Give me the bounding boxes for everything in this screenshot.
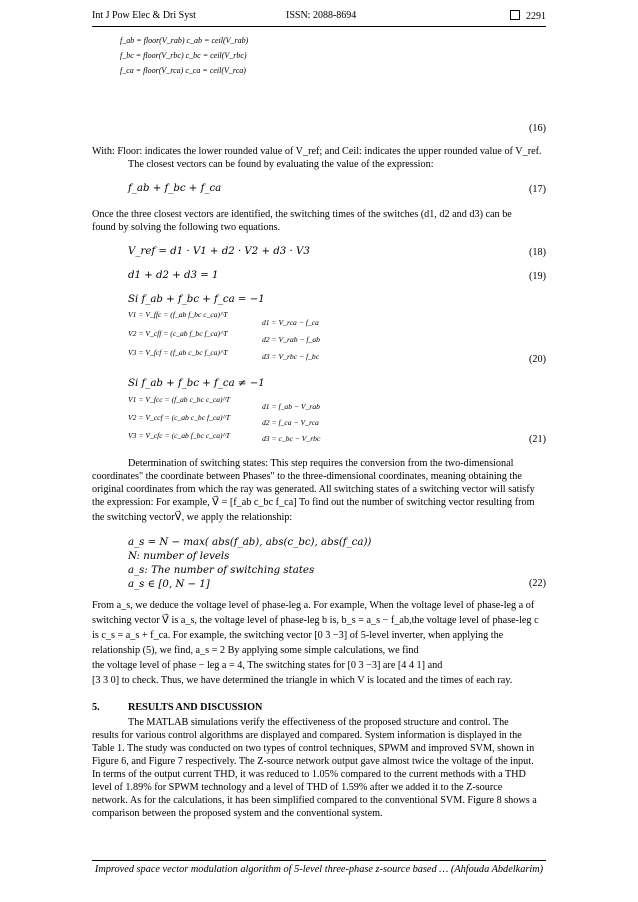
text-line: is c_s = a_s + f_ca. For example, the switching vector [0 3 −3] of 5-level inverter, when applying the — [92, 630, 504, 641]
closest-text: The closest vectors can be found by evaluating the value of the expression: — [128, 159, 434, 170]
text-line: From a_s, we deduce the voltage level of phase-leg a. For example, When the voltage level of phase-leg a of — [92, 600, 535, 611]
eq21-d1: d1 = f_ab − V_rab — [262, 402, 320, 411]
eq21-v3: V3 = V_cfc = (c_ab f_bc c_ca)^T — [128, 431, 231, 440]
eq20-v1: V1 = V_ffc = (f_ab f_bc c_ca)^T — [128, 310, 228, 319]
eq22-line-3: a_s: The number of switching states — [128, 565, 315, 576]
eq20-v2: V2 = V_cff = (c_ab f_bc f_ca)^T — [128, 329, 228, 338]
text-line: In terms of the output current THD, it was reduced to 1.05% compared to the current methods with a THD — [92, 769, 526, 780]
floor-ceil-text: With: Floor: indicates the lower rounded value of V_ref; and Ceil: indicates the upper rounded value of V_ref. — [92, 146, 542, 157]
eq19-number: (19) — [529, 271, 546, 282]
three-vectors-text-2: found by solving the following two equations. — [92, 222, 281, 233]
text-line: relationship (5), we find, a_s = 2 By applying some simple calculations, we find — [92, 645, 419, 656]
text-line: The MATLAB simulations verify the effectiveness of the proposed structure and control. The — [128, 717, 509, 728]
eq16-row-1: f_ab = floor(V_rab) c_ab = ceil(V_rab) — [120, 36, 249, 45]
text-line: switching vector V⃗ is a_s, the voltage level of phase-leg b is, b_s = a_s − f_ab,the voltage level of phase-leg c — [92, 615, 539, 626]
text-line: Table 1. The study was conducted on two types of control techniques, SPWM and improved SVM, shown in — [92, 743, 535, 754]
three-vectors-text-1: Once the three closest vectors are identified, the switching times of the switches (d1, d2 and d3) can be — [92, 209, 512, 220]
eq20-d1: d1 = V_rca − f_ca — [262, 318, 319, 327]
eq22-line-2: N: number of levels — [128, 551, 230, 562]
footer-rule — [92, 860, 546, 861]
eq20-d2: d2 = V_rab − f_ab — [262, 335, 320, 344]
eq22-line-1: a_s = N − max( abs(f_ab), abs(c_bc), abs(f_ca)) — [128, 537, 372, 548]
eq21-v2: V2 = V_ccf = (c_ab c_bc f_ca)^T — [128, 413, 231, 422]
text-line: the switching vectorV⃗, we apply the relationship: — [92, 512, 293, 523]
journal-name: Int J Pow Elec & Dri Syst — [92, 10, 196, 21]
eq18-expr: V_ref = d1 · V1 + d2 · V2 + d3 · V3 — [128, 246, 310, 257]
eq20-number: (20) — [529, 354, 546, 365]
text-line: comparison between the proposed system and the conventional system. — [92, 808, 383, 819]
eq21-d3: d3 = c_bc − V_rbc — [262, 434, 321, 443]
section-title: RESULTS AND DISCUSSION — [128, 702, 263, 713]
eq21-d2: d2 = f_ca − V_rca — [262, 418, 319, 427]
eq20-v3: V3 = V_fcf = (f_ab c_bc f_ca)^T — [128, 348, 228, 357]
eq17-expr: f_ab + f_bc + f_ca — [128, 183, 222, 194]
text-line: the expression: For example, V⃗ = [f_ab c_bc f_ca] To find out the number of switching vector resulting from — [92, 497, 535, 508]
text-line: results for various control algorithms are displayed and compared. System information is displayed in the — [92, 730, 522, 741]
eq16-row-3: f_ca = floor(V_rca) c_ca = ceil(V_rca) — [120, 66, 246, 75]
text-line: [3 3 0] to check. Thus, we have determined the triangle in which V is located and the times of each ray. — [92, 675, 513, 686]
issn: ISSN: 2088-8694 — [286, 10, 357, 21]
text-line: the voltage level of phase − leg a = 4, The switching states for [0 3 −3] are [4 4 1] and — [92, 660, 443, 671]
eq21-condition: Si f_ab + f_bc + f_ca ≠ −1 — [128, 378, 265, 389]
eq16-row-2: f_bc = floor(V_rbc) c_bc = ceil(V_rbc) — [120, 51, 247, 60]
eq20-d3: d3 = V_rbc − f_bc — [262, 352, 320, 361]
text-line: Figure 6, and Figure 7 respectively. The Z-source network output gave almost twice the voltage of the input. — [92, 756, 534, 767]
page-number: 2291 — [510, 10, 546, 22]
eq21-number: (21) — [529, 434, 546, 445]
running-footer: Improved space vector modulation algorithm of 5-level three-phase z-source based … (Ahfouda Abdelkarim) — [94, 864, 544, 875]
eq17-number: (17) — [529, 184, 546, 195]
eq19-expr: d1 + d2 + d3 = 1 — [128, 270, 219, 281]
text-line: original coordinates from which the ray was generated. All switching states of a switching vector will satisfy — [92, 484, 535, 495]
checkbox-icon — [510, 10, 520, 20]
text-line: coordinates" the coordinate between Phases" to the three-dimensional coordinates, meaning obtaining the — [92, 471, 522, 482]
eq18-number: (18) — [529, 247, 546, 258]
eq22-line-4: a_s ∈ [0, N − 1] — [128, 579, 210, 590]
section-number: 5. — [92, 702, 100, 713]
text-line: Determination of switching states: This step requires the conversion from the two-dimensional — [128, 458, 514, 469]
header-rule — [92, 26, 546, 27]
eq21-v1: V1 = V_fcc = (f_ab c_bc c_ca)^T — [128, 395, 231, 404]
eq16-number: (16) — [529, 123, 546, 134]
text-line: level of 1.89% for SPWM technology and a level of THD of 1.59% after we added it to the Z-source — [92, 782, 503, 793]
running-header — [92, 10, 546, 26]
text-line: network. As for the calculations, it has been simplified compared to the conventional SVM. Figure 8 shows a — [92, 795, 537, 806]
eq20-condition: Si f_ab + f_bc + f_ca = −1 — [128, 294, 265, 305]
eq22-number: (22) — [529, 578, 546, 589]
